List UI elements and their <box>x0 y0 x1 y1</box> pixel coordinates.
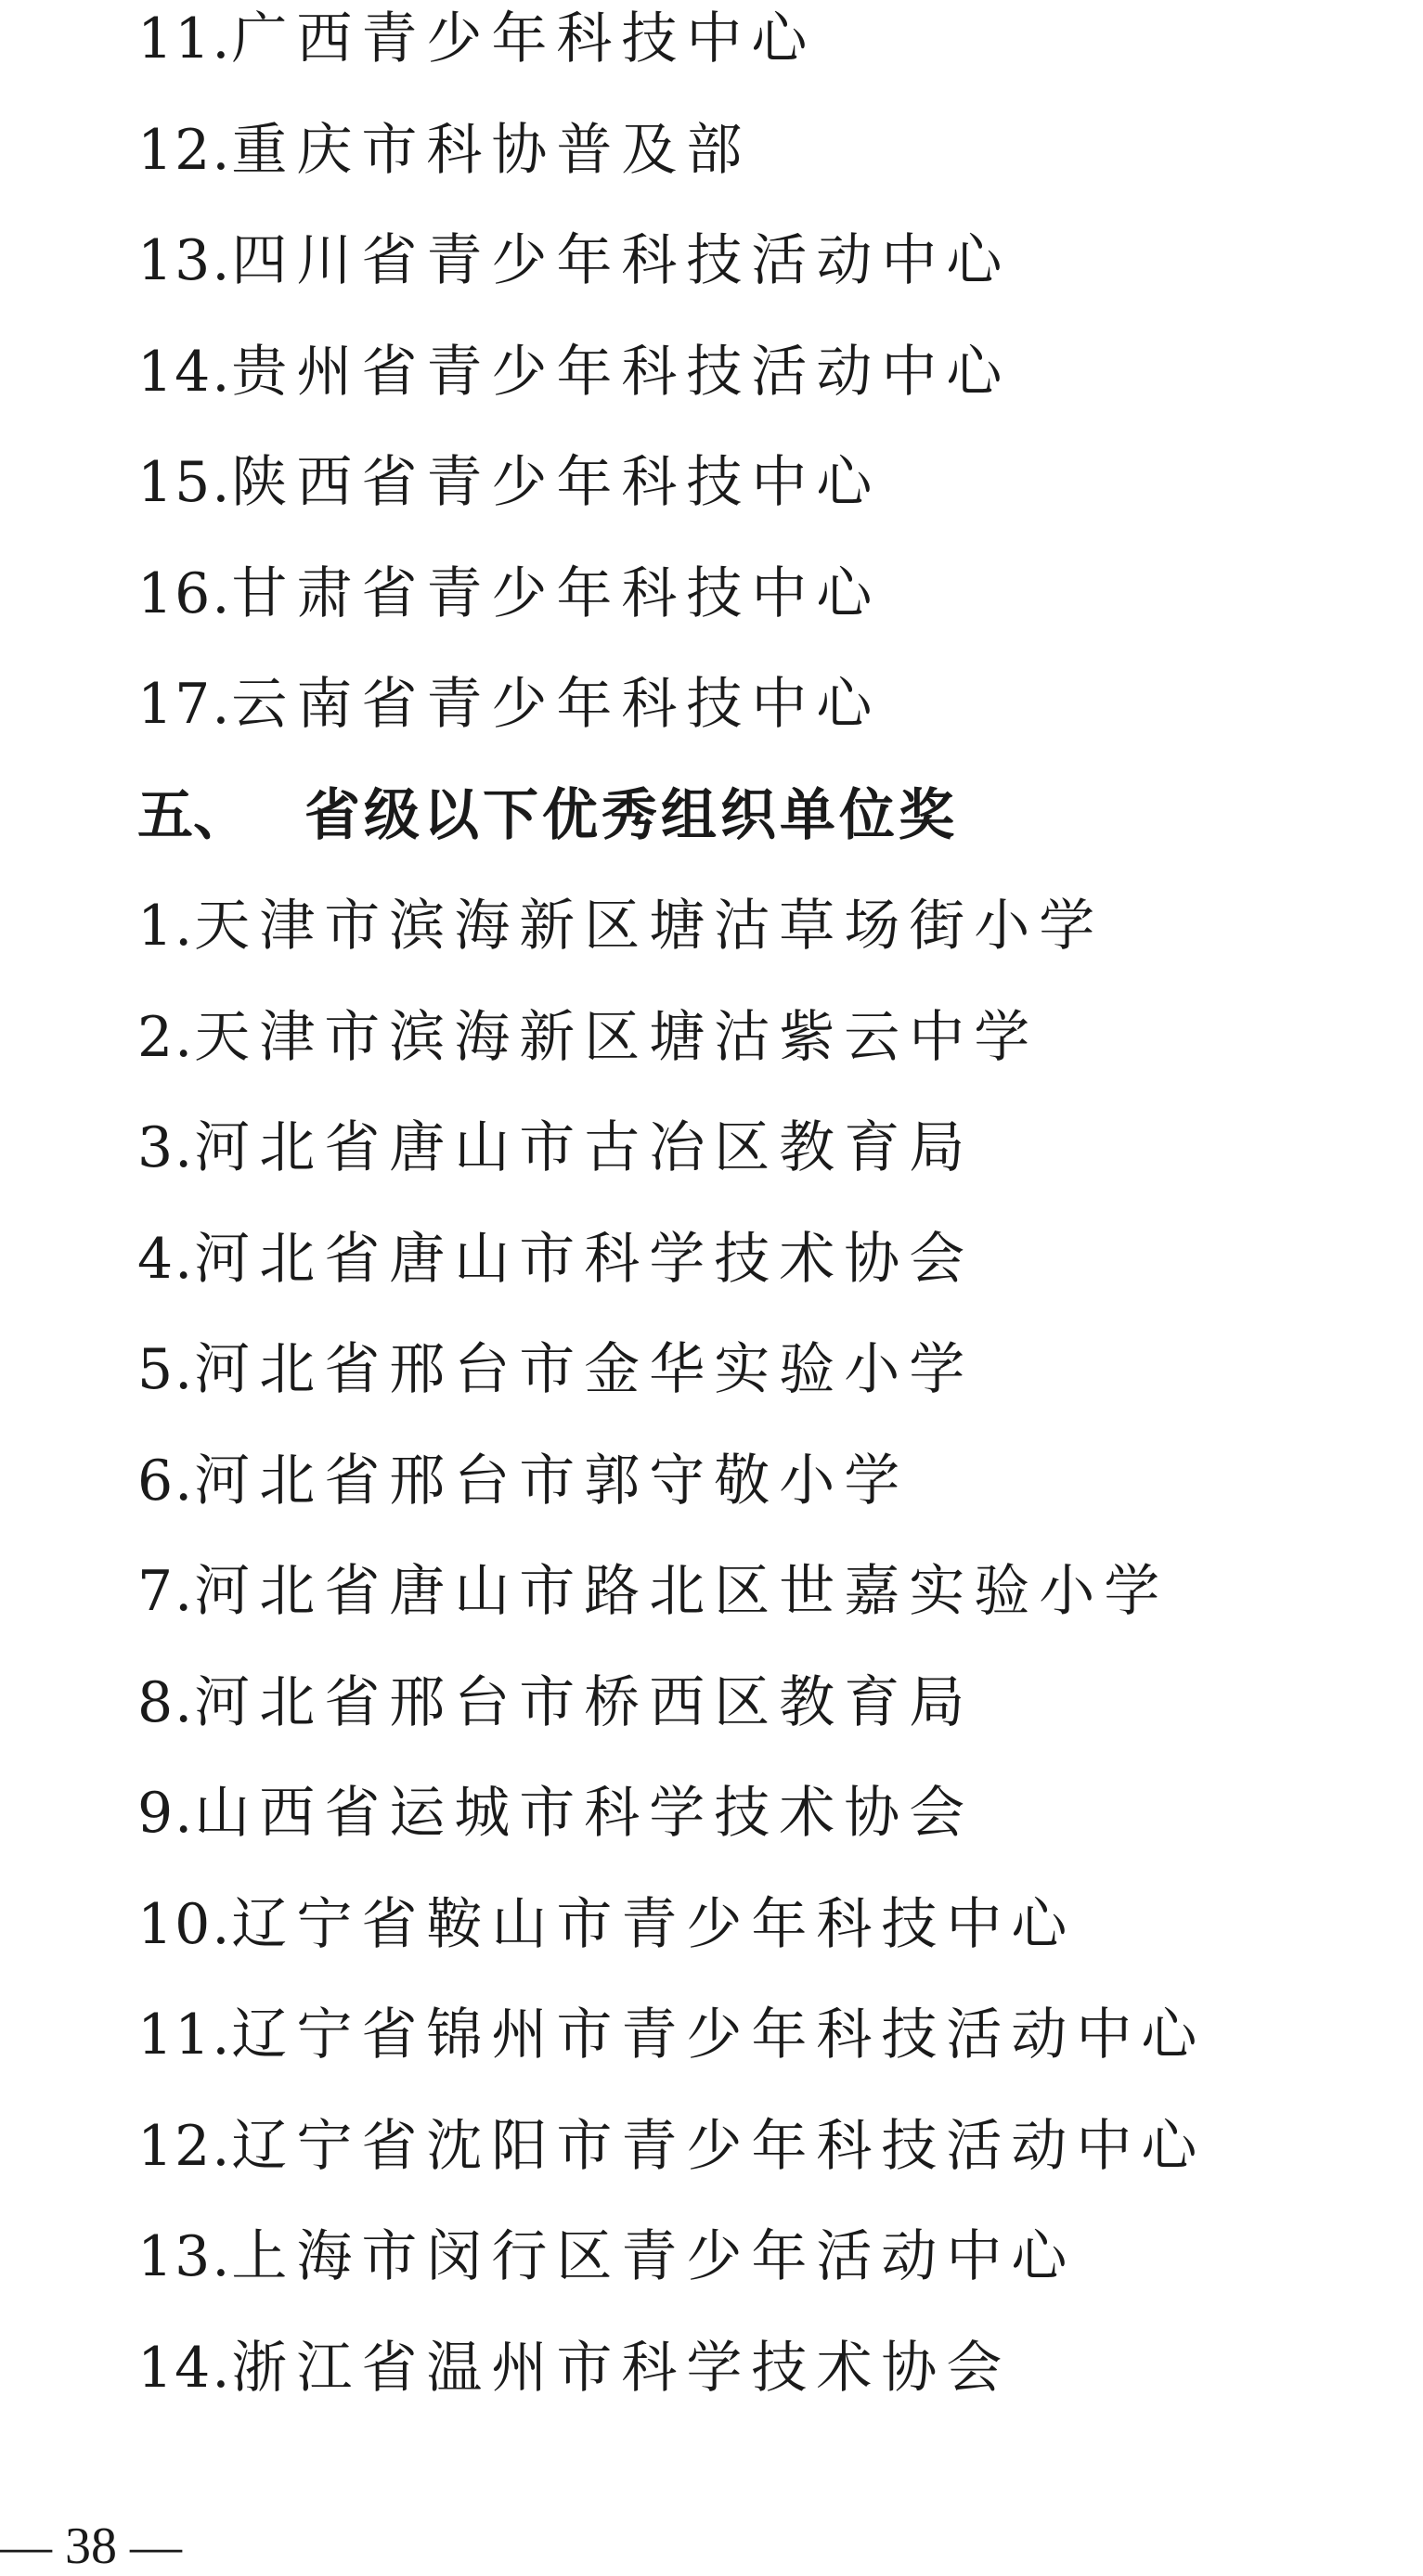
item-number: 1. <box>137 894 195 959</box>
list-item <box>137 2218 1344 2329</box>
item-number: 16. <box>137 560 232 626</box>
item-number: 3. <box>137 1115 195 1180</box>
item-text: 贵州省青少年科技活动中心 <box>231 339 1012 405</box>
item-text: 甘肃省青少年科技中心 <box>231 560 882 626</box>
item-number: 7. <box>137 1559 195 1624</box>
item-text: 辽宁省鞍山市青少年科技中心 <box>231 1891 1077 1957</box>
item-text: 河北省邢台市郭守敬小学 <box>194 1448 910 1513</box>
item-number: 6. <box>137 1448 195 1513</box>
item-number: 2. <box>137 1004 195 1070</box>
item-text: 河北省邢台市金华实验小学 <box>194 1337 975 1402</box>
item-text: 重庆市科协普及部 <box>231 117 752 183</box>
list-item <box>137 887 1344 998</box>
list-item <box>137 1331 1344 1442</box>
item-number: 17. <box>137 672 232 737</box>
item-text: 河北省唐山市路北区世嘉实验小学 <box>194 1559 1170 1624</box>
item-text: 天津市滨海新区塘沽草场街小学 <box>194 894 1105 959</box>
list-item <box>137 1109 1344 1220</box>
list-item <box>137 998 1344 1110</box>
item-number: 15. <box>137 450 232 515</box>
item-number: 11. <box>137 6 232 71</box>
item-number: 8. <box>137 1669 195 1735</box>
section-number: 五、 <box>137 782 249 848</box>
item-number: 13. <box>137 228 232 293</box>
list-item <box>137 1664 1344 1775</box>
item-number: 12. <box>137 2113 232 2179</box>
item-text: 浙江省温州市科学技术协会 <box>231 2335 1012 2401</box>
item-text: 云南省青少年科技中心 <box>231 672 882 737</box>
list-item <box>137 111 1344 223</box>
item-text: 陕西省青少年科技中心 <box>231 450 882 515</box>
list-item <box>137 1886 1344 1997</box>
item-number: 14. <box>137 2335 232 2401</box>
item-text: 上海市闵行区青少年活动中心 <box>231 2224 1077 2289</box>
list-item <box>137 1996 1344 2107</box>
list-item <box>137 333 1344 444</box>
section-title: 省级以下优秀组织单位奖 <box>304 782 958 848</box>
item-number: 10. <box>137 1891 232 1957</box>
list-item <box>137 1220 1344 1332</box>
item-text: 辽宁省沈阳市青少年科技活动中心 <box>231 2113 1207 2179</box>
list-item <box>137 2329 1344 2441</box>
list-item <box>137 0 1344 111</box>
item-text: 四川省青少年科技活动中心 <box>231 228 1012 293</box>
list-item <box>137 1442 1344 1553</box>
item-number: 13. <box>137 2224 232 2289</box>
list-item <box>137 665 1344 777</box>
section-heading <box>137 777 1344 888</box>
item-number: 4. <box>137 1226 195 1292</box>
item-number: 11. <box>137 2003 232 2067</box>
item-text: 天津市滨海新区塘沽紫云中学 <box>194 1004 1040 1070</box>
item-number: 9. <box>137 1781 195 1846</box>
list-item <box>137 2107 1344 2219</box>
list-item <box>137 555 1344 666</box>
item-number: 14. <box>137 339 232 405</box>
item-number: 12. <box>137 117 232 183</box>
award-list <box>137 0 1344 2440</box>
item-text: 河北省邢台市桥西区教育局 <box>194 1669 975 1735</box>
list-item <box>137 222 1344 333</box>
item-text: 河北省唐山市科学技术协会 <box>194 1226 975 1292</box>
item-number: 5. <box>137 1337 195 1402</box>
page-number: — 38 — <box>0 2518 182 2575</box>
item-text: 河北省唐山市古冶区教育局 <box>194 1115 975 1180</box>
list-item <box>137 1552 1344 1664</box>
item-text: 山西省运城市科学技术协会 <box>194 1781 975 1846</box>
list-item <box>137 444 1344 555</box>
item-text: 辽宁省锦州市青少年科技活动中心 <box>231 2003 1207 2067</box>
list-item <box>137 1774 1344 1886</box>
item-text: 广西青少年科技中心 <box>231 6 817 71</box>
